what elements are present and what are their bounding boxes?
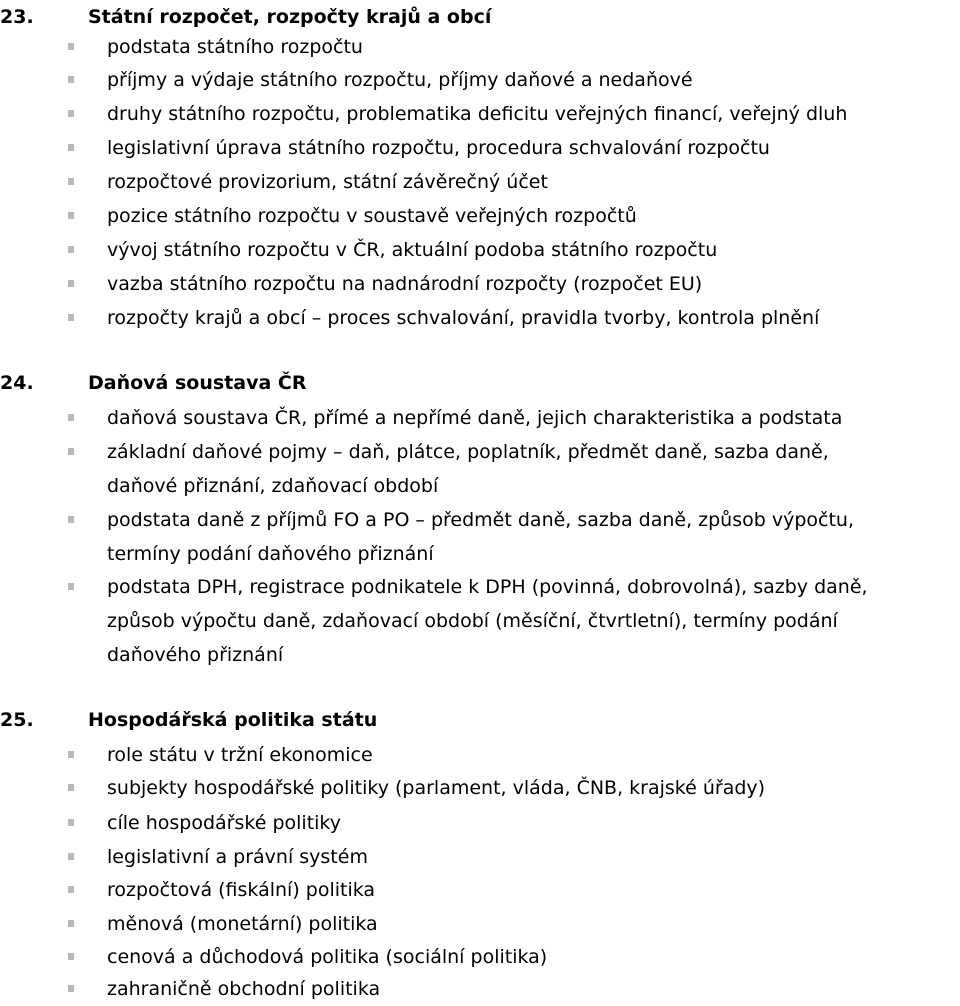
list-item-text-continued: daňového přiznání — [107, 644, 284, 666]
list-item-text: příjmy a výdaje státního rozpočtu, příjmy daňové a nedaňové — [107, 69, 693, 91]
list-item — [0, 131, 960, 165]
bullet-square-icon — [68, 853, 74, 860]
list-item — [0, 401, 960, 435]
list-item — [0, 165, 960, 199]
list-item-text: rozpočty krajů a obcí – proces schvalování, pravidla tvorby, kontrola plnění — [107, 307, 820, 329]
list-item — [0, 435, 960, 503]
bullet-square-icon — [68, 414, 74, 421]
bullet-square-icon — [68, 314, 74, 321]
list-item — [0, 771, 960, 805]
section-title: Hospodářská politika státu — [88, 709, 378, 731]
bullet-square-icon — [68, 985, 74, 992]
section-title: Státní rozpočet, rozpočty krajů a obcí — [88, 6, 492, 28]
list-item — [0, 972, 960, 1005]
bullet-square-icon — [68, 212, 74, 219]
list-item — [0, 97, 960, 131]
bullet-square-icon — [68, 448, 74, 455]
list-item-text: podstata DPH, registrace podnikatele k DPH (povinná, dobrovolná), sazby daně, — [107, 576, 868, 598]
list-item-text: rozpočtové provizorium, státní závěrečný účet — [107, 171, 548, 193]
list-item — [0, 873, 960, 907]
section-heading-24 — [0, 366, 307, 400]
list-item-text: pozice státního rozpočtu v soustavě veřejných rozpočtů — [107, 205, 637, 227]
list-item-text: podstata daně z příjmů FO a PO – předmět daně, sazba daně, způsob výpočtu, — [107, 509, 855, 531]
list-item-text: daňová soustava ČR, přímé a nepřímé daně, jejich charakteristika a podstata — [107, 407, 843, 429]
bullet-square-icon — [68, 76, 74, 83]
list-item — [0, 738, 960, 772]
bullet-square-icon — [68, 280, 74, 287]
bullet-square-icon — [68, 246, 74, 253]
section-number: 23. — [0, 6, 34, 28]
list-item-text-continued: termíny podání daňového přiznání — [107, 543, 434, 565]
bullet-square-icon — [68, 920, 74, 927]
list-item-text: rozpočtová (fiskální) politika — [107, 879, 376, 901]
list-item-text: měnová (monetární) politika — [107, 913, 378, 935]
list-item-text: zahraničně obchodní politika — [107, 978, 381, 1000]
list-item-text: cíle hospodářské politiky — [107, 812, 341, 834]
bullet-square-icon — [68, 516, 74, 523]
list-item — [0, 840, 960, 874]
list-item-text: základní daňové pojmy – daň, plátce, poplatník, předmět daně, sazba daně, — [107, 441, 829, 463]
list-item-text-continued: daňové přiznání, zdaňovací období — [107, 475, 439, 497]
list-item-text: druhy státního rozpočtu, problematika deficitu veřejných financí, veřejný dluh — [107, 103, 848, 125]
list-item — [0, 63, 960, 97]
bullet-square-icon — [68, 953, 74, 960]
section-title: Daňová soustava ČR — [88, 372, 307, 394]
list-item-text: legislativní a právní systém — [107, 846, 368, 868]
list-item-text: legislativní úprava státního rozpočtu, procedura schvalování rozpočtu — [107, 137, 770, 159]
list-item-text: podstata státního rozpočtu — [107, 36, 363, 58]
list-item-text-continued: způsob výpočtu daně, zdaňovací období (měsíční, čtvrtletní), termíny podání — [107, 610, 838, 632]
bullet-square-icon — [68, 144, 74, 151]
section-heading-25 — [0, 703, 377, 737]
bullet-square-icon — [68, 178, 74, 185]
section-number: 25. — [0, 709, 34, 731]
list-item-text: cenová a důchodová politika (sociální politika) — [107, 946, 548, 968]
list-item — [0, 503, 960, 571]
list-item — [0, 267, 960, 301]
bullet-square-icon — [68, 784, 74, 791]
list-item — [0, 30, 960, 64]
list-item-text: vazba státního rozpočtu na nadnárodní rozpočty (rozpočet EU) — [107, 273, 703, 295]
bullet-square-icon — [68, 110, 74, 117]
list-item-text: subjekty hospodářské politiky (parlament, vláda, ČNB, krajské úřady) — [107, 777, 766, 799]
list-item — [0, 199, 960, 233]
list-item — [0, 940, 960, 974]
list-item — [0, 301, 960, 335]
list-item — [0, 233, 960, 267]
section-number: 24. — [0, 372, 34, 394]
list-item — [0, 570, 960, 672]
list-item — [0, 907, 960, 941]
bullet-square-icon — [68, 886, 74, 893]
bullet-square-icon — [68, 43, 74, 50]
list-item-text: role státu v tržní ekonomice — [107, 744, 373, 766]
section-heading-23 — [0, 0, 491, 34]
list-item-text: vývoj státního rozpočtu v ČR, aktuální podoba státního rozpočtu — [107, 239, 718, 261]
list-item — [0, 806, 960, 840]
bullet-square-icon — [68, 583, 74, 590]
bullet-square-icon — [68, 751, 74, 758]
bullet-square-icon — [68, 819, 74, 826]
